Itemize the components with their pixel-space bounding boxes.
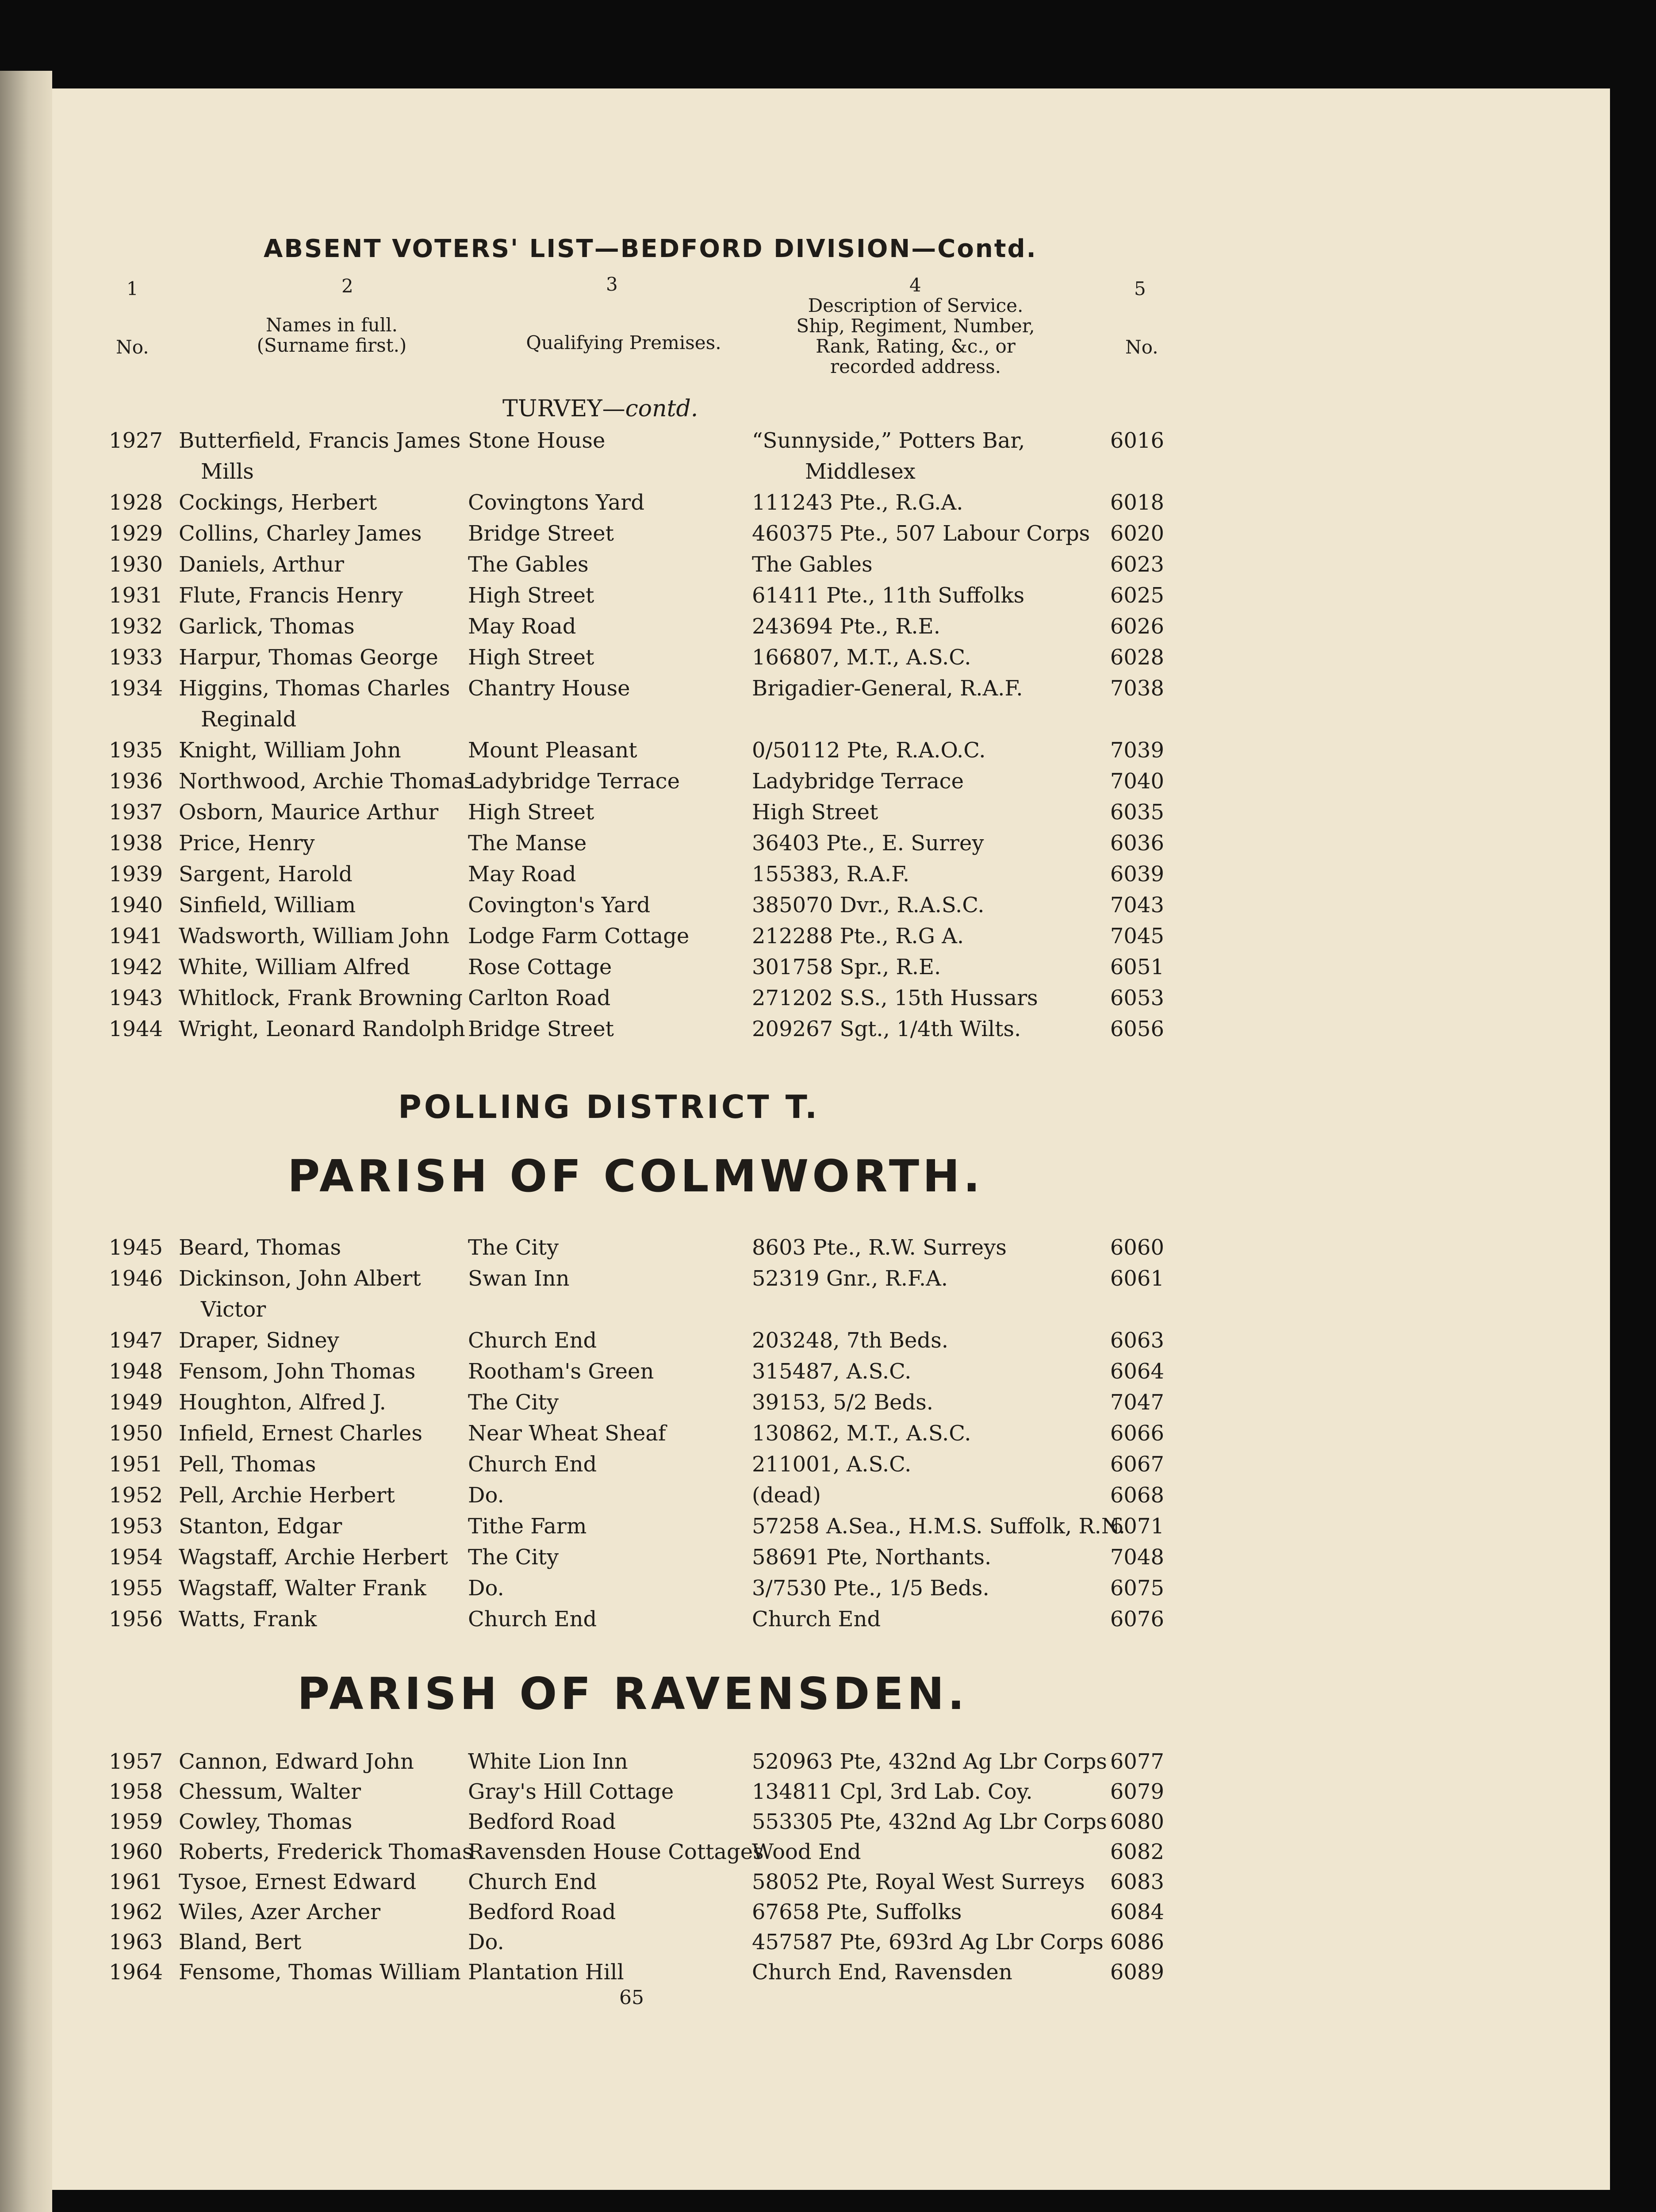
service-description: 67658 Pte, Suffolks [752,1900,962,1924]
voter-name: Cockings, Herbert [179,490,377,515]
register-number: 6018 [1110,490,1164,515]
register-number: 6026 [1110,614,1164,639]
voter-name: Fensome, Thomas William [179,1960,461,1985]
voter-name: Flute, Francis Henry [179,583,403,608]
voter-name-continuation: Reginald [201,707,297,732]
voter-name: Collins, Charley James [179,521,422,546]
entry-number: 1942 [109,955,163,979]
register-number: 6082 [1110,1839,1164,1864]
register-number: 6079 [1110,1779,1164,1804]
service-description: 203248, 7th Beds. [752,1328,949,1353]
register-number: 6023 [1110,552,1164,577]
entry-number: 1953 [109,1514,163,1539]
entry-number: 1958 [109,1779,163,1804]
page-title: ABSENT VOTERS' LIST—BEDFORD DIVISION—Contd. [264,234,1037,263]
qualifying-premises: May Road [468,862,576,887]
table-row [0,490,1656,518]
qualifying-premises: Church End [468,1870,597,1894]
service-description: 58052 Pte, Royal West Surreys [752,1870,1085,1894]
entry-number: 1940 [109,893,163,918]
page-number: 65 [619,1986,644,2009]
entry-number: 1936 [109,769,163,794]
voter-name: Northwood, Archie Thomas [179,769,475,794]
qualifying-premises: The Manse [468,831,587,856]
voter-name: Beard, Thomas [179,1235,341,1260]
entry-number: 1961 [109,1870,163,1894]
voter-name: Sinfield, William [179,893,356,918]
qualifying-premises: The City [468,1545,559,1570]
service-description: Wood End [752,1839,861,1864]
qualifying-premises: Ravensden House Cottages [468,1839,764,1864]
entry-number: 1948 [109,1359,163,1384]
table-row [0,986,1656,1014]
register-number: 6053 [1110,986,1164,1010]
table-row [0,583,1656,611]
register-number: 7038 [1110,676,1164,701]
qualifying-premises: High Street [468,800,594,825]
voter-name: Wiles, Azer Archer [179,1900,381,1924]
register-number: 7045 [1110,924,1164,949]
table-row [0,676,1656,704]
qualifying-premises: Near Wheat Sheaf [468,1421,666,1446]
qualifying-premises: Stone House [468,428,606,453]
voter-name: Pell, Thomas [179,1452,316,1477]
voter-name: Pell, Archie Herbert [179,1483,395,1508]
table-row [0,521,1656,549]
table-row [0,924,1656,952]
service-description: 211001, A.S.C. [752,1452,912,1477]
table-row [0,552,1656,580]
service-description: 212288 Pte., R.G A. [752,924,964,949]
register-number: 6084 [1110,1900,1164,1924]
header-desc-line3: Rank, Rating, &c., or [816,335,1016,357]
voter-name: Wagstaff, Archie Herbert [179,1545,448,1570]
service-description: 57258 A.Sea., H.M.S. Suffolk, R.N. [752,1514,1126,1539]
qualifying-premises: Chantry House [468,676,630,701]
entry-number: 1927 [109,428,163,453]
voter-name: Wagstaff, Walter Frank [179,1576,426,1601]
turvey-heading-contd: contd. [625,396,698,422]
entry-number: 1954 [109,1545,163,1570]
service-description: 3/7530 Pte., 1/5 Beds. [752,1576,989,1601]
table-row [0,831,1656,859]
qualifying-premises: Covingtons Yard [468,490,644,515]
service-description-continuation: Middlesex [805,459,916,484]
entry-number: 1941 [109,924,163,949]
entry-number: 1955 [109,1576,163,1601]
entry-number: 1947 [109,1328,163,1353]
service-description: Church End [752,1607,881,1632]
voter-name: Cannon, Edward John [179,1749,414,1774]
table-row [0,1576,1656,1604]
qualifying-premises: The Gables [468,552,589,577]
qualifying-premises: Bridge Street [468,521,614,546]
qualifying-premises: Rose Cottage [468,955,612,979]
voter-name: Infield, Ernest Charles [179,1421,422,1446]
service-description: Brigadier-General, R.A.F. [752,676,1023,701]
register-number: 6025 [1110,583,1164,608]
register-number: 6064 [1110,1359,1164,1384]
service-description: 61411 Pte., 11th Suffolks [752,583,1025,608]
table-row [0,1328,1656,1356]
column-number-1: 1 [126,278,138,300]
voter-name: Butterfield, Francis James [179,428,461,453]
entry-number: 1957 [109,1749,163,1774]
register-number: 6086 [1110,1930,1164,1955]
polling-district-heading: POLLING DISTRICT T. [398,1088,820,1125]
entry-number: 1952 [109,1483,163,1508]
service-description: 271202 S.S., 15th Hussars [752,986,1038,1010]
qualifying-premises: Plantation Hill [468,1960,624,1985]
qualifying-premises: Rootham's Green [468,1359,654,1384]
voter-name: White, William Alfred [179,955,410,979]
table-row [0,428,1656,457]
register-number: 6060 [1110,1235,1164,1260]
qualifying-premises: High Street [468,645,594,670]
service-description: Church End, Ravensden [752,1960,1012,1985]
service-description: 52319 Gnr., R.F.A. [752,1266,948,1291]
table-row [0,955,1656,983]
qualifying-premises: Bedford Road [468,1809,616,1834]
table-row [0,1809,1656,1838]
header-names-line1: Names in full. [265,314,398,336]
entry-number: 1956 [109,1607,163,1632]
entry-number: 1937 [109,800,163,825]
column-number-5: 5 [1134,278,1146,300]
voter-name: Roberts, Frederick Thomas [179,1839,473,1864]
service-description: 457587 Pte, 693rd Ag Lbr Corps [752,1930,1104,1955]
entry-number: 1933 [109,645,163,670]
table-row [0,1483,1656,1511]
qualifying-premises: High Street [468,583,594,608]
register-number: 6076 [1110,1607,1164,1632]
register-number: 6077 [1110,1749,1164,1774]
service-description: 166807, M.T., A.S.C. [752,645,971,670]
table-row [0,1017,1656,1045]
register-number: 7039 [1110,738,1164,763]
table-row [0,1390,1656,1418]
header-desc-line4: recorded address. [830,356,1001,377]
voter-name: Garlick, Thomas [179,614,355,639]
register-number: 6066 [1110,1421,1164,1446]
entry-number: 1963 [109,1930,163,1955]
service-description: 8603 Pte., R.W. Surreys [752,1235,1007,1260]
register-number: 6068 [1110,1483,1164,1508]
entry-number: 1939 [109,862,163,887]
voter-name: Wadsworth, William John [179,924,450,949]
register-number: 6063 [1110,1328,1164,1353]
qualifying-premises: Carlton Road [468,986,611,1010]
qualifying-premises: Church End [468,1452,597,1477]
entry-number: 1949 [109,1390,163,1415]
service-description: 243694 Pte., R.E. [752,614,940,639]
service-description: 301758 Spr., R.E. [752,955,941,979]
service-description: 36403 Pte., E. Surrey [752,831,984,856]
service-description: The Gables [752,552,873,577]
voter-name: Bland, Bert [179,1930,302,1955]
register-number: 6051 [1110,955,1164,979]
service-description: Ladybridge Terrace [752,769,964,794]
entry-number: 1959 [109,1809,163,1834]
service-description: 0/50112 Pte, R.A.O.C. [752,738,986,763]
entry-number: 1960 [109,1839,163,1864]
qualifying-premises: White Lion Inn [468,1749,628,1774]
qualifying-premises: Swan Inn [468,1266,570,1291]
voter-name: Harpur, Thomas George [179,645,438,670]
voter-name: Watts, Frank [179,1607,317,1632]
register-number: 7047 [1110,1390,1164,1415]
voter-name: Tysoe, Ernest Edward [179,1870,417,1894]
qualifying-premises: Bedford Road [468,1900,616,1924]
voter-name: Cowley, Thomas [179,1809,353,1834]
voter-name: Knight, William John [179,738,401,763]
qualifying-premises: Covington's Yard [468,893,651,918]
header-description [761,296,1070,377]
entry-number: 1943 [109,986,163,1010]
header-desc-line2: Ship, Regiment, Number, [796,315,1035,337]
qualifying-premises: Mount Pleasant [468,738,637,763]
entry-number: 1935 [109,738,163,763]
service-description: 460375 Pte., 507 Labour Corps [752,521,1090,546]
register-number: 6056 [1110,1017,1164,1041]
qualifying-premises: Do. [468,1930,504,1955]
parish-heading-ravensden: PARISH OF RAVENSDEN. [297,1668,968,1720]
service-description: 385070 Dvr., R.A.S.C. [752,893,985,918]
register-number: 6061 [1110,1266,1164,1291]
entry-number: 1934 [109,676,163,701]
register-number: 6089 [1110,1960,1164,1985]
entry-number: 1945 [109,1235,163,1260]
qualifying-premises: Do. [468,1483,504,1508]
table-row [0,1421,1656,1449]
qualifying-premises: Bridge Street [468,1017,614,1041]
table-row [0,1960,1656,1988]
service-description: High Street [752,800,878,825]
entry-number: 1931 [109,583,163,608]
qualifying-premises: The City [468,1235,559,1260]
qualifying-premises: Do. [468,1576,504,1601]
table-row [0,1266,1656,1294]
voter-name: Chessum, Walter [179,1779,361,1804]
voter-name: Osborn, Maurice Arthur [179,800,439,825]
voter-name: Price, Henry [179,831,315,856]
service-description: (dead) [752,1483,821,1508]
table-row [0,1359,1656,1387]
table-row [0,1930,1656,1958]
service-description: 58691 Pte, Northants. [752,1545,992,1570]
register-number: 6028 [1110,645,1164,670]
register-number: 6083 [1110,1870,1164,1894]
qualifying-premises: The City [468,1390,559,1415]
entry-number: 1938 [109,831,163,856]
table-row [0,1514,1656,1542]
voter-name: Sargent, Harold [179,862,353,887]
column-number-4: 4 [909,274,921,296]
voter-name-continuation: Mills [201,459,254,484]
table-row [0,1607,1656,1635]
voter-name: Dickinson, John Albert [179,1266,421,1291]
entry-number: 1951 [109,1452,163,1477]
entry-number: 1944 [109,1017,163,1041]
table-row [0,1749,1656,1778]
qualifying-premises: Gray's Hill Cottage [468,1779,674,1804]
qualifying-premises: Church End [468,1607,597,1632]
service-description: 553305 Pte, 432nd Ag Lbr Corps [752,1809,1107,1834]
entry-number: 1950 [109,1421,163,1446]
qualifying-premises: Tithe Farm [468,1514,587,1539]
service-description: 520963 Pte, 432nd Ag Lbr Corps [752,1749,1107,1774]
table-row [0,645,1656,673]
table-row [0,1900,1656,1928]
qualifying-premises: Lodge Farm Cottage [468,924,690,949]
entry-number: 1928 [109,490,163,515]
section-heading-turvey [502,396,698,422]
voter-name: Houghton, Alfred J. [179,1390,386,1415]
table-row [0,1452,1656,1480]
table-row [0,738,1656,766]
table-row [0,614,1656,642]
table-row [0,893,1656,921]
header-no-right: No. [1125,336,1158,358]
voter-name-continuation: Victor [201,1297,266,1322]
column-number-2: 2 [341,275,353,297]
service-description: “Sunnyside,” Potters Bar, [752,428,1025,453]
table-row [0,862,1656,890]
register-number: 6039 [1110,862,1164,887]
service-description: 39153, 5/2 Beds. [752,1390,934,1415]
table-row [0,769,1656,797]
service-description: 111243 Pte., R.G.A. [752,490,963,515]
entry-number: 1932 [109,614,163,639]
register-number: 6036 [1110,831,1164,856]
register-number: 6020 [1110,521,1164,546]
register-number: 6016 [1110,428,1164,453]
register-number: 7048 [1110,1545,1164,1570]
qualifying-premises: Church End [468,1328,597,1353]
header-no-left: No. [116,336,149,358]
voter-name: Daniels, Arthur [179,552,344,577]
entry-number: 1930 [109,552,163,577]
voter-name: Draper, Sidney [179,1328,339,1353]
header-names [208,315,456,356]
entry-number: 1962 [109,1900,163,1924]
register-number: 7043 [1110,893,1164,918]
header-desc-line1: Description of Service. [808,295,1024,316]
qualifying-premises: May Road [468,614,576,639]
service-description: 209267 Sgt., 1/4th Wilts. [752,1017,1021,1041]
table-row [0,1545,1656,1573]
entry-number: 1964 [109,1960,163,1985]
header-names-line2: (Surname first.) [257,334,407,356]
voter-name: Higgins, Thomas Charles [179,676,450,701]
voter-name: Stanton, Edgar [179,1514,342,1539]
parish-heading-colmworth: PARISH OF COLMWORTH. [288,1150,984,1202]
table-row [0,1870,1656,1898]
register-number: 6035 [1110,800,1164,825]
header-premises: Qualifying Premises. [526,332,721,353]
table-row [0,1235,1656,1263]
entry-number: 1946 [109,1266,163,1291]
register-number: 6080 [1110,1809,1164,1834]
register-number: 6071 [1110,1514,1164,1539]
register-number: 7040 [1110,769,1164,794]
service-description: 130862, M.T., A.S.C. [752,1421,971,1446]
qualifying-premises: Ladybridge Terrace [468,769,680,794]
table-row [0,1839,1656,1868]
table-row [0,800,1656,828]
service-description: 315487, A.S.C. [752,1359,912,1384]
table-row [0,1779,1656,1808]
voter-name: Wright, Leonard Randolph [179,1017,465,1041]
service-description: 134811 Cpl, 3rd Lab. Coy. [752,1779,1033,1804]
service-description: 155383, R.A.F. [752,862,910,887]
register-number: 6075 [1110,1576,1164,1601]
turvey-heading-main: TURVEY— [502,396,625,422]
voter-name: Fensom, John Thomas [179,1359,416,1384]
entry-number: 1929 [109,521,163,546]
register-number: 6067 [1110,1452,1164,1477]
column-number-3: 3 [606,273,618,295]
voter-name: Whitlock, Frank Browning [179,986,463,1010]
